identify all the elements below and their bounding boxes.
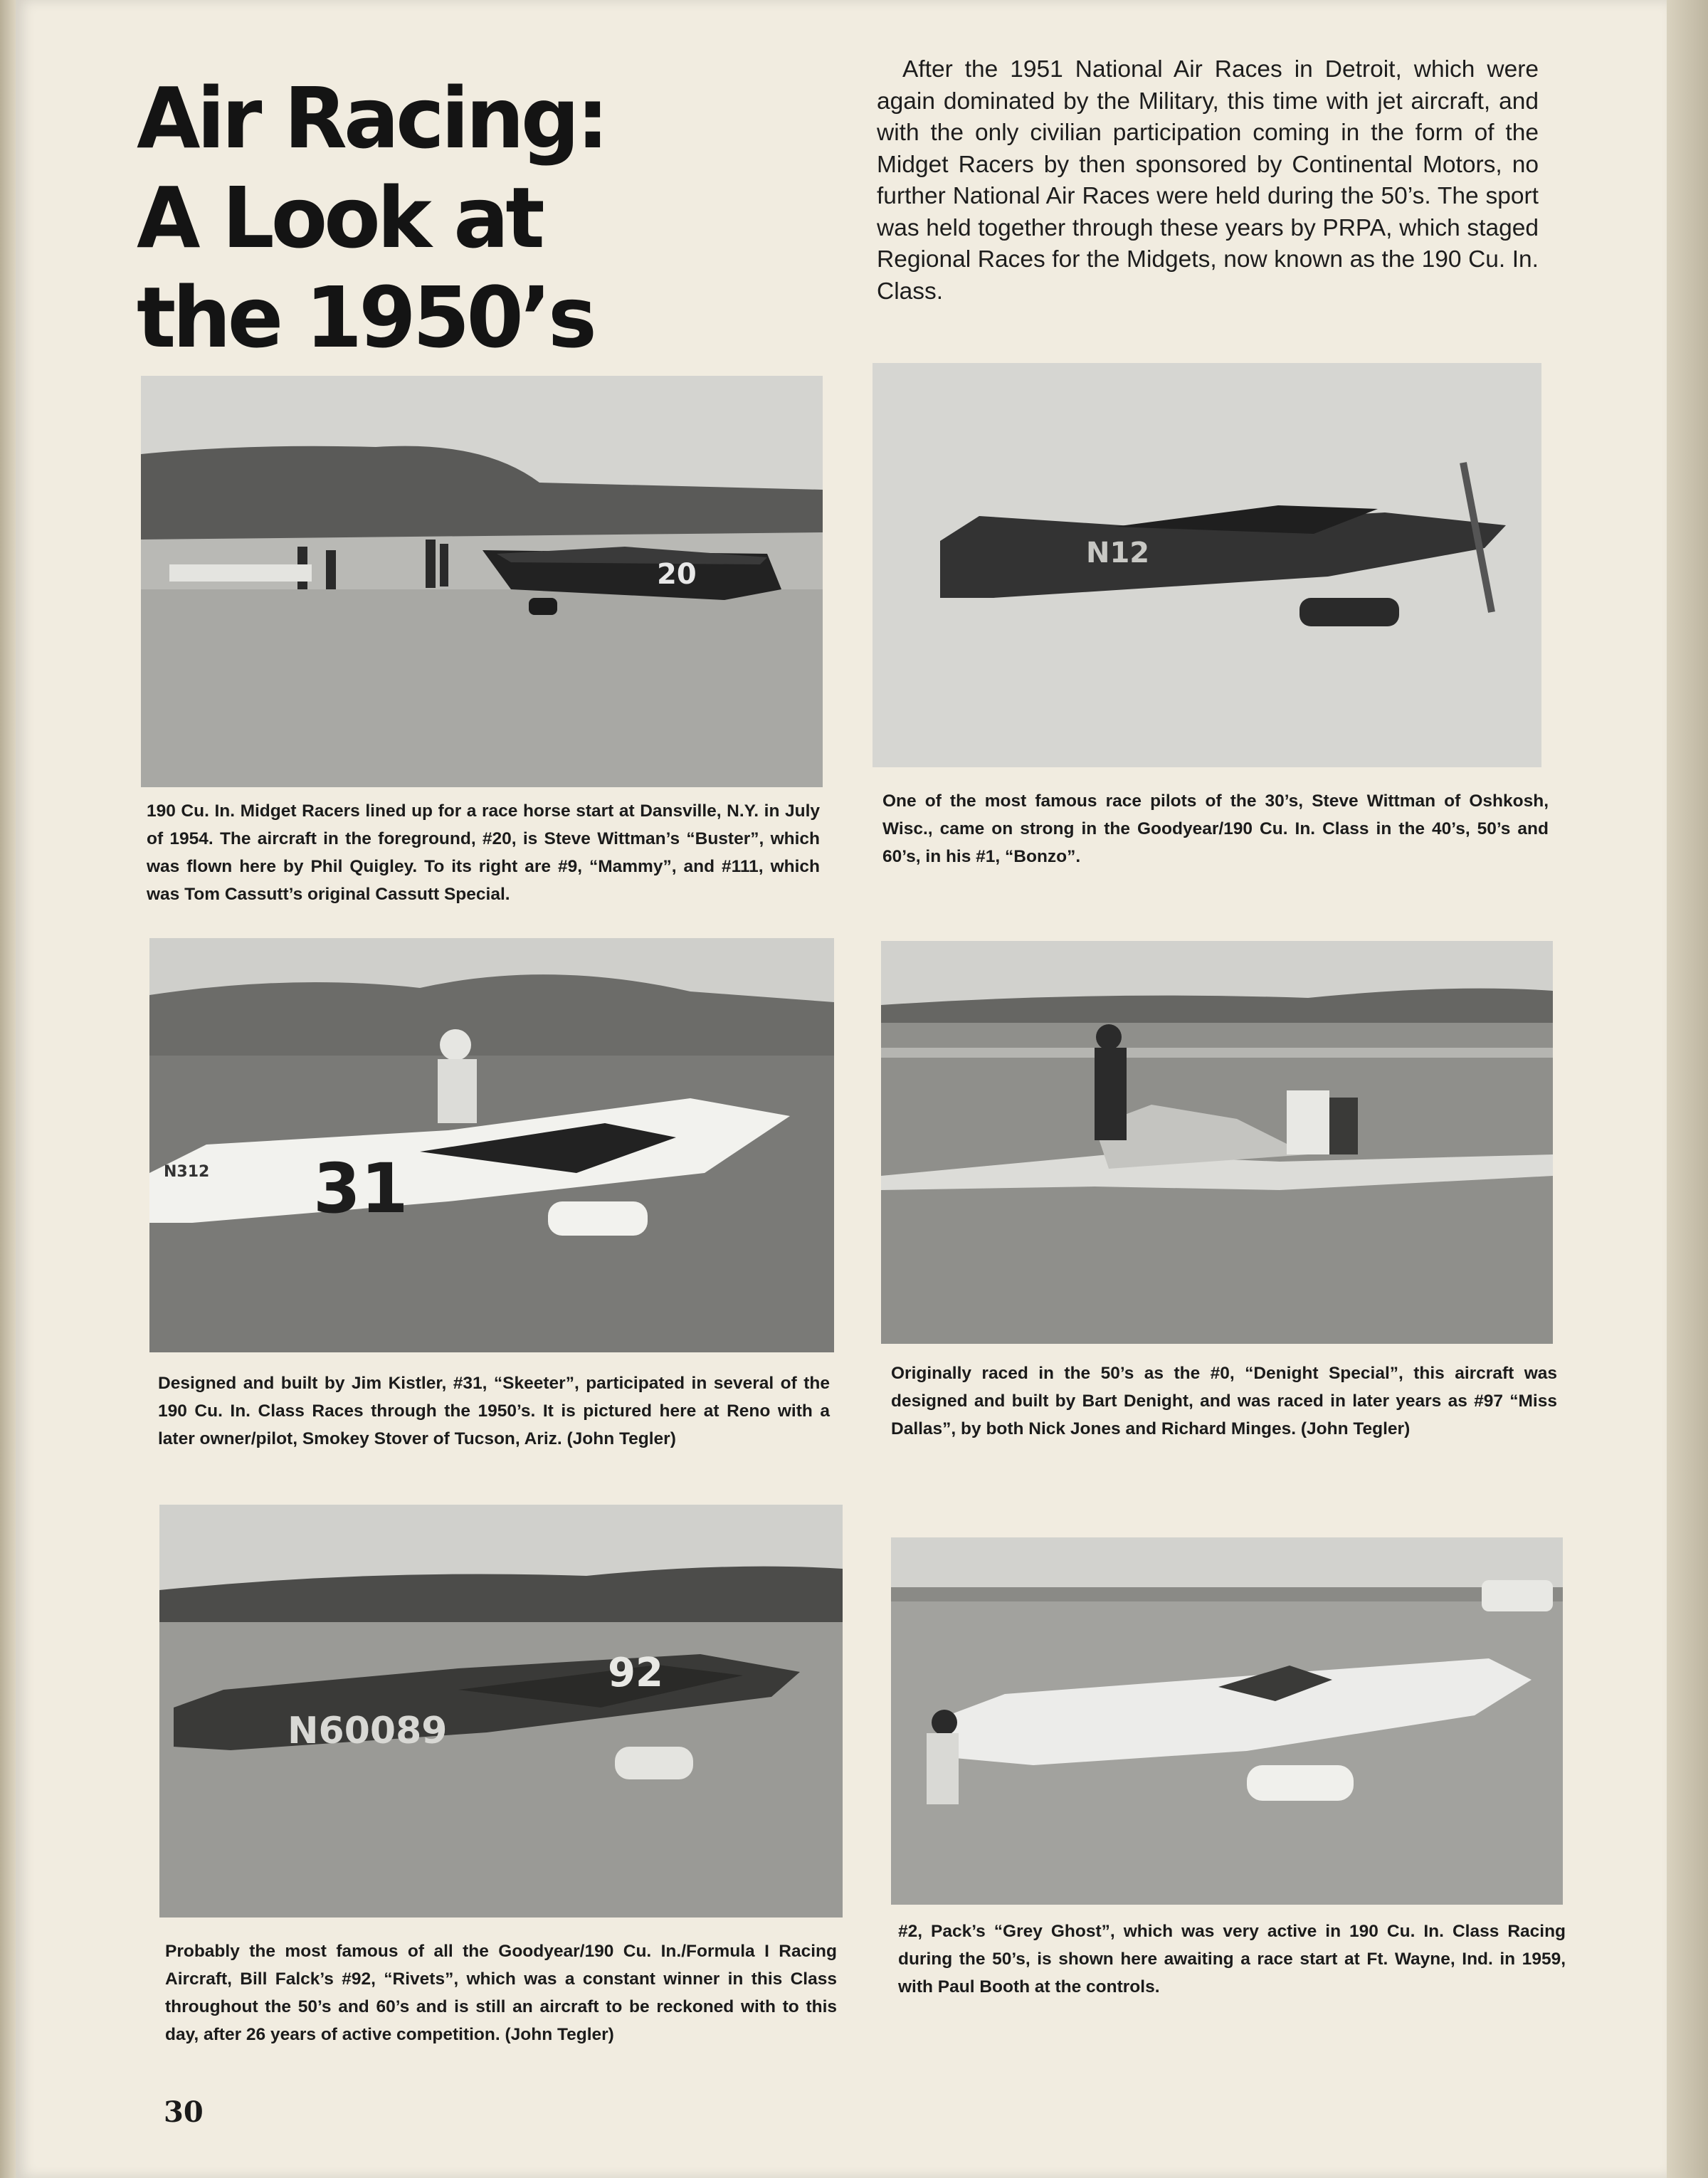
- page-number: 30: [164, 2095, 204, 2129]
- photo-rivets: [159, 1505, 843, 1917]
- rivets-registration: N60089: [288, 1710, 448, 1752]
- title-line-3: the 1950’s: [137, 268, 594, 367]
- buster-race-number: 20: [657, 558, 697, 591]
- skeeter-tail-registration: N312: [164, 1163, 210, 1181]
- caption-grey-ghost: #2, Pack’s “Grey Ghost”, which was very active in 190 Cu. In. Class Racing during the 50’s, is shown here awaiting a race start at Ft. Wayne, Ind. in 1959, with Paul Booth at the controls.: [898, 1922, 1566, 1996]
- photo-grey-ghost: [891, 1537, 1563, 1905]
- title-line-2: A Look at: [137, 169, 542, 267]
- skeeter-race-number: 31: [313, 1149, 408, 1229]
- title-line-1: Air Racing:: [137, 69, 606, 167]
- caption-denight-special: Originally raced in the 50’s as the #0, “Denight Special”, this aircraft was designed and built by Bart Denight, and was raced in later years as #97 “Miss Dallas”, by both Nick Jones and Richard Minges. (John Tegler): [891, 1364, 1557, 1438]
- rivets-race-number: 92: [608, 1650, 663, 1696]
- caption-buster-lineup: 190 Cu. In. Midget Racers lined up for a race horse start at Dansville, N.Y. in July of 1954. The aircraft in the foreground, #20, is Steve Wittman’s “Buster”, which was flown here by Phil Quigley. To its right are #9, “Mammy”, and #111, which was Tom Cassutt’s original Cassutt Special.: [147, 801, 820, 904]
- photo-denight-special: [881, 941, 1553, 1344]
- photo-bonzo-flight: [873, 363, 1541, 767]
- caption-bonzo-flight: One of the most famous race pilots of the 30’s, Steve Wittman of Oshkosh, Wisc., came on strong in the Goodyear/190 Cu. In. Class in the 40’s, 50’s and 60’s, in his #1, “Bonzo”.: [882, 791, 1549, 866]
- bonzo-registration: N12: [1086, 537, 1150, 569]
- intro-paragraph: After the 1951 National Air Races in Detroit, which were again dominated by the Military, this time with jet aircraft, and with the only civilian participation coming in the form of the Midget Racers by then sponsored by Continental Motors, no further National Air Races were held during the 50’s. The sport was held together through these years by PRPA, which staged Regional Races for the Midgets, now known as the 190 Cu. In. Class.: [877, 56, 1539, 305]
- caption-rivets: Probably the most famous of all the Goodyear/190 Cu. In./Formula I Racing Aircraft, Bill Falck’s #92, “Rivets”, which was a constant winner in this Class throughout the 50’s and 60’s and is still an aircraft to be reckoned with to this day, after 26 years of active competition. (John Tegler): [165, 1942, 837, 2044]
- book-spine-edge: [0, 0, 16, 2178]
- caption-skeeter: Designed and built by Jim Kistler, #31, “Skeeter”, participated in several of the 190 Cu. In. Class Races through the 1950’s. It is pictured here at Reno with a later owner/pilot, Smokey Stover of Tucson, Ariz. (John Tegler): [158, 1374, 830, 1448]
- photo-skeeter: [149, 938, 834, 1352]
- article-title: [137, 68, 667, 367]
- photo-buster-lineup: [141, 376, 823, 787]
- page-stack-edge: [1667, 0, 1708, 2178]
